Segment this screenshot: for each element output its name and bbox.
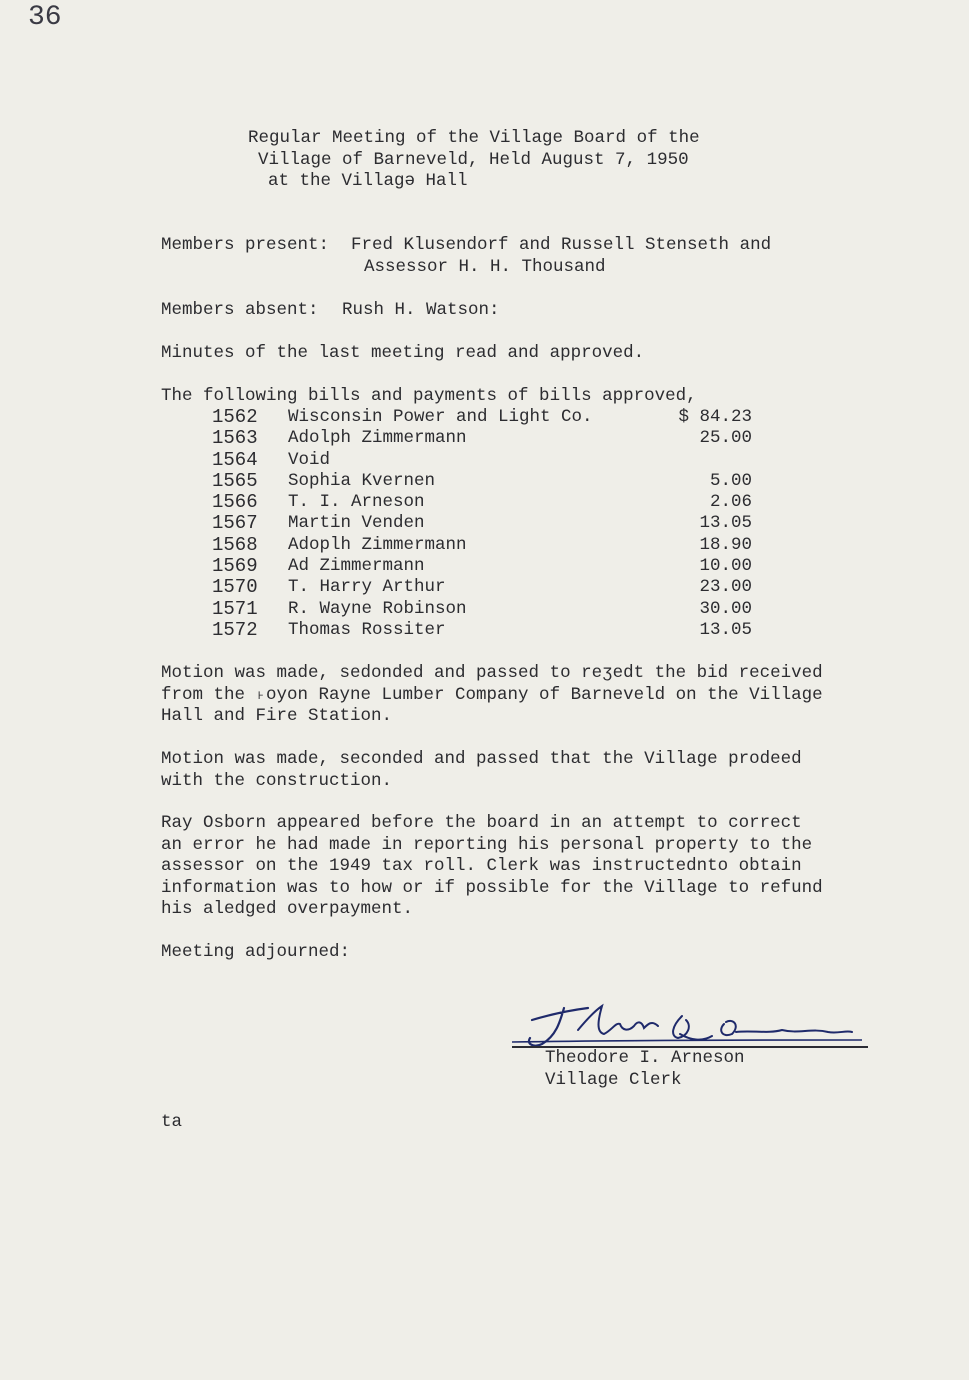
bill-row — [212, 535, 752, 556]
members-present-label: Members present: — [161, 235, 330, 255]
motion-reject-line-1: Motion was made, sedonded and passed to reʒedt the bid received — [161, 663, 823, 683]
bill-amount: 10.00 — [699, 556, 752, 577]
bill-number: 1568 — [212, 533, 258, 556]
members-present-line-2: Assessor H. H. Thousand — [364, 257, 606, 277]
bill-payee: Wisconsin Power and Light Co. — [288, 407, 593, 427]
bill-row — [212, 407, 752, 428]
bills-table — [212, 407, 752, 641]
bill-payee: Thomas Rossiter — [288, 619, 446, 640]
bill-row — [212, 428, 752, 449]
bill-payee: T. Harry Arthur — [288, 577, 446, 598]
bill-number: 1572 — [212, 618, 258, 641]
bill-payee: Void — [288, 449, 331, 470]
bill-amount: 13.05 — [699, 513, 752, 534]
members-present-line-1: Fred Klusendorf and Russell Stenseth and — [351, 235, 772, 255]
bill-payee: T. I. Arneson — [288, 492, 425, 513]
bill-amount: $ 84.23 — [678, 407, 752, 427]
typist-initials: ta — [161, 1112, 183, 1132]
bill-number: 1570 — [212, 576, 258, 599]
osborn-line-1: Ray Osborn appeared before the board in an attempt to correct — [161, 813, 802, 833]
handwritten-signature — [512, 1000, 872, 1052]
osborn-line-5: his aledged overpayment. — [161, 899, 414, 919]
members-absent-label: Members absent: — [161, 300, 319, 320]
osborn-line-4: information was to how or if possible for the Village to refund — [161, 878, 823, 898]
heading-line-3: at the Villagə Hall — [268, 171, 468, 191]
members-absent — [161, 300, 500, 322]
bill-amount: 13.05 — [699, 619, 752, 640]
bill-payee: Martin Venden — [288, 513, 425, 534]
osborn-line-3: assessor on the 1949 tax roll. Clerk was instructednto obtain — [161, 856, 802, 876]
bill-row — [212, 620, 752, 641]
page-number: 36 — [28, 2, 62, 33]
members-present — [161, 235, 771, 257]
bill-number: 1569 — [212, 555, 258, 578]
osborn-line-2: an error he had made in reporting his personal property to the — [161, 835, 813, 855]
heading-line-2: Village of Barneveld, Held August 7, 1950 — [258, 149, 689, 170]
signer-name: Theodore I. Arneson — [545, 1048, 745, 1068]
bill-amount: 23.00 — [699, 577, 752, 598]
signer-block — [545, 1048, 745, 1091]
bill-row — [212, 556, 752, 577]
bill-amount — [658, 450, 752, 471]
bill-number: 1562 — [212, 406, 258, 428]
bill-row — [212, 450, 752, 471]
bill-amount: 5.00 — [709, 470, 752, 491]
bill-row — [212, 599, 752, 620]
motion-proceed-line-1: Motion was made, seconded and passed that the Village prodeed — [161, 749, 802, 769]
bill-payee: Sophia Kvernen — [288, 470, 436, 491]
motion-reject-line-2: from the ˫oyon Rayne Lumber Company of Barneveld on the Village — [161, 685, 823, 705]
bill-number: 1567 — [212, 512, 258, 535]
heading-line-1: Regular Meeting of the Village Board of the — [248, 128, 700, 148]
members-absent-value: Rush H. Watson: — [342, 300, 500, 320]
bill-number: 1571 — [212, 597, 258, 620]
bill-payee: Adolph Zimmermann — [288, 428, 467, 449]
motion-reject-line-3: Hall and Fire Station. — [161, 706, 393, 726]
bill-number: 1564 — [212, 448, 258, 471]
meeting-adjourned: Meeting adjourned: — [161, 942, 351, 962]
signer-title: Village Clerk — [545, 1069, 682, 1090]
bill-number: 1566 — [212, 491, 258, 514]
bill-row — [212, 577, 752, 598]
meeting-heading — [248, 128, 700, 193]
bill-amount: 30.00 — [699, 598, 752, 619]
bill-payee: Ad Zimmermann — [288, 556, 425, 577]
motion-proceed-line-2: with the construction. — [161, 771, 393, 791]
bill-amount: 25.00 — [699, 428, 752, 449]
bill-amount: 2.06 — [709, 492, 752, 513]
bill-row — [212, 471, 752, 492]
bill-payee: R. Wayne Robinson — [288, 598, 467, 619]
bill-amount: 18.90 — [699, 534, 752, 555]
bill-row — [212, 513, 752, 534]
bills-intro: The following bills and payments of bills approved, — [161, 386, 697, 406]
minutes-approved: Minutes of the last meeting read and approved. — [161, 343, 645, 363]
bill-number: 1563 — [212, 427, 258, 450]
bill-number: 1565 — [212, 469, 258, 492]
bill-row — [212, 492, 752, 513]
bill-payee: Adoplh Zimmermann — [288, 534, 467, 555]
